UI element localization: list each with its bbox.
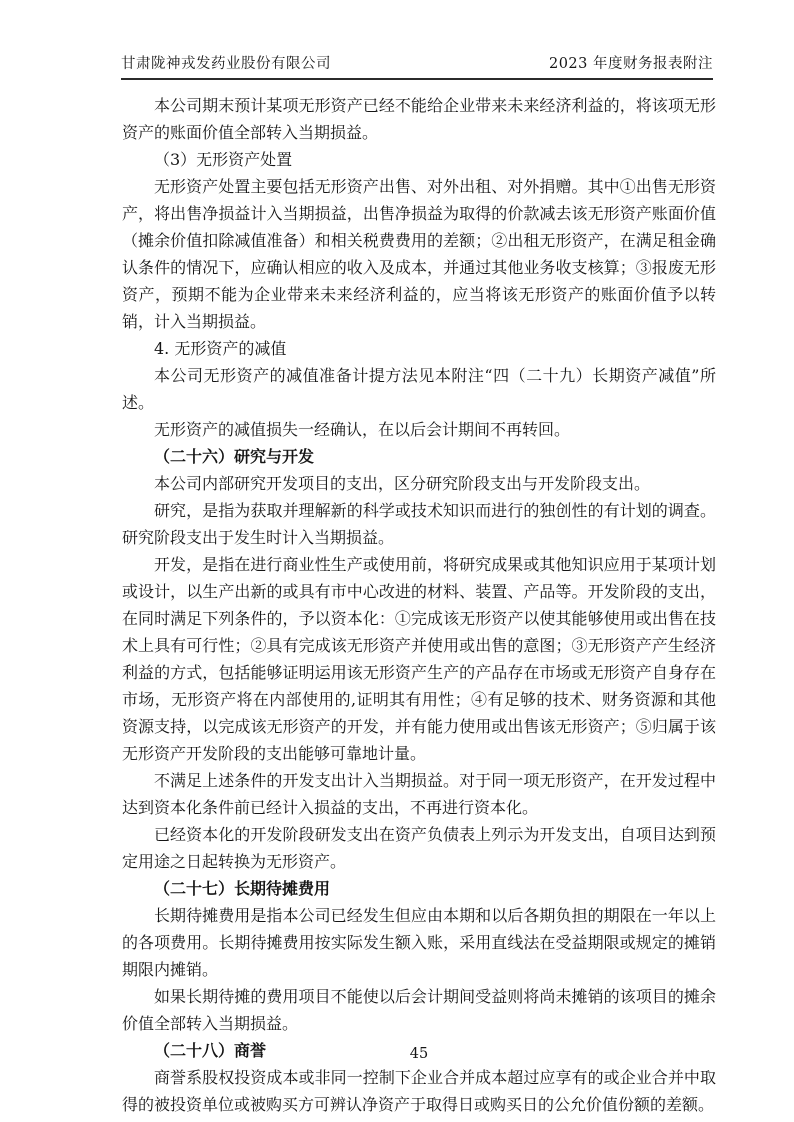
paragraph: 开发，是指在进行商业性生产或使用前，将研究成果或其他知识应用于某项计划或设计，以生产出新的或具有市中心改进的材料、装置、产品等。开发阶段的支出，在同时满足下列条件的，予以资本化：①完成该无形资产以使其能够使用或出售在技术上具有可行性；②具有完成该无形资产并使用或出售的意图；③无形资产产生经济利益的方式，包括能够证明运用该无形资产生产的产品存在市场或无形资产自身存在市场，无形资产将在内部使用的,证明其有用性；④有足够的技术、财务资源和其他资源支持，以完成该无形资产的开发，并有能力使用或出售该无形资产；⑤归属于该无形资产开发阶段的支出能够可靠地计量。 [122, 555, 716, 763]
paragraph: 不满足上述条件的开发支出计入当期损益。对于同一项无形资产，在开发过程中达到资本化条件前已经计入损益的支出，不再进行资本化。 [122, 771, 716, 817]
paragraph: 无形资产处置主要包括无形资产出售、对外出租、对外捐赠。其中①出售无形资产，将出售净损益计入当期损益，出售净损益为取得的价款减去该无形资产账面价值（摊余价值扣除减值准备）和相关税费费用的差额；②出租无形资产，在满足租金确认条件的情况下，应确认相应的收入及成本，并通过其他业务收支核算；③报废无形资产，预期不能为企业带来未来经济利益的，应当将该无形资产的账面价值予以转销，计入当期损益。 [122, 177, 716, 331]
page-header [121, 52, 713, 80]
document-body [122, 92, 716, 1118]
paragraph: 本公司期末预计某项无形资产已经不能给企业带来未来经济利益的，将该项无形资产的账面价值全部转入当期损益。 [122, 96, 716, 142]
paragraph: 如果长期待摊的费用项目不能使以后会计期间受益则将尚未摊销的该项目的摊余价值全部转入当期损益。 [122, 987, 716, 1033]
section-heading: （二十六）研究与开发 [154, 447, 315, 466]
paragraph: 已经资本化的开发阶段研发支出在资产负债表上列示为开发支出，自项目达到预定用途之日起转换为无形资产。 [122, 825, 716, 871]
page-footer [122, 1046, 716, 1062]
paragraph: 长期待摊费用是指本公司已经发生但应由本期和以后各期负担的期限在一年以上的各项费用。长期待摊费用按实际发生额入账，采用直线法在受益期限或规定的摊销期限内摊销。 [122, 906, 716, 979]
paragraph: 研究，是指为获取并理解新的科学或技术知识而进行的独创性的有计划的调查。研究阶段支出于发生时计入当期损益。 [122, 501, 716, 547]
paragraph: （3）无形资产处置 [154, 150, 293, 169]
paragraph: 本公司内部研究开发项目的支出，区分研究阶段支出与开发阶段支出。 [154, 474, 651, 493]
company-name: 甘肃陇神戎发药业股份有限公司 [121, 56, 331, 72]
paragraph: 本公司无形资产的减值准备计提方法见本附注“四（二十九）长期资产减值”所述。 [122, 366, 716, 412]
page-number: 45 [409, 1046, 429, 1062]
section-heading: （二十七）长期待摊费用 [154, 879, 331, 898]
paragraph: 无形资产的减值损失一经确认，在以后会计期间不再转回。 [154, 420, 571, 439]
report-title: 2023 年度财务报表附注 [548, 56, 713, 72]
paragraph: 商誉系股权投资成本或非同一控制下企业合并成本超过应享有的或企业合并中取得的被投资单位或被购买方可辨认净资产于取得日或购买日的公允价值份额的差额。 [122, 1068, 716, 1114]
section-heading: （二十八）商誉 [154, 1041, 267, 1060]
paragraph: 4. 无形资产的减值 [154, 339, 287, 358]
